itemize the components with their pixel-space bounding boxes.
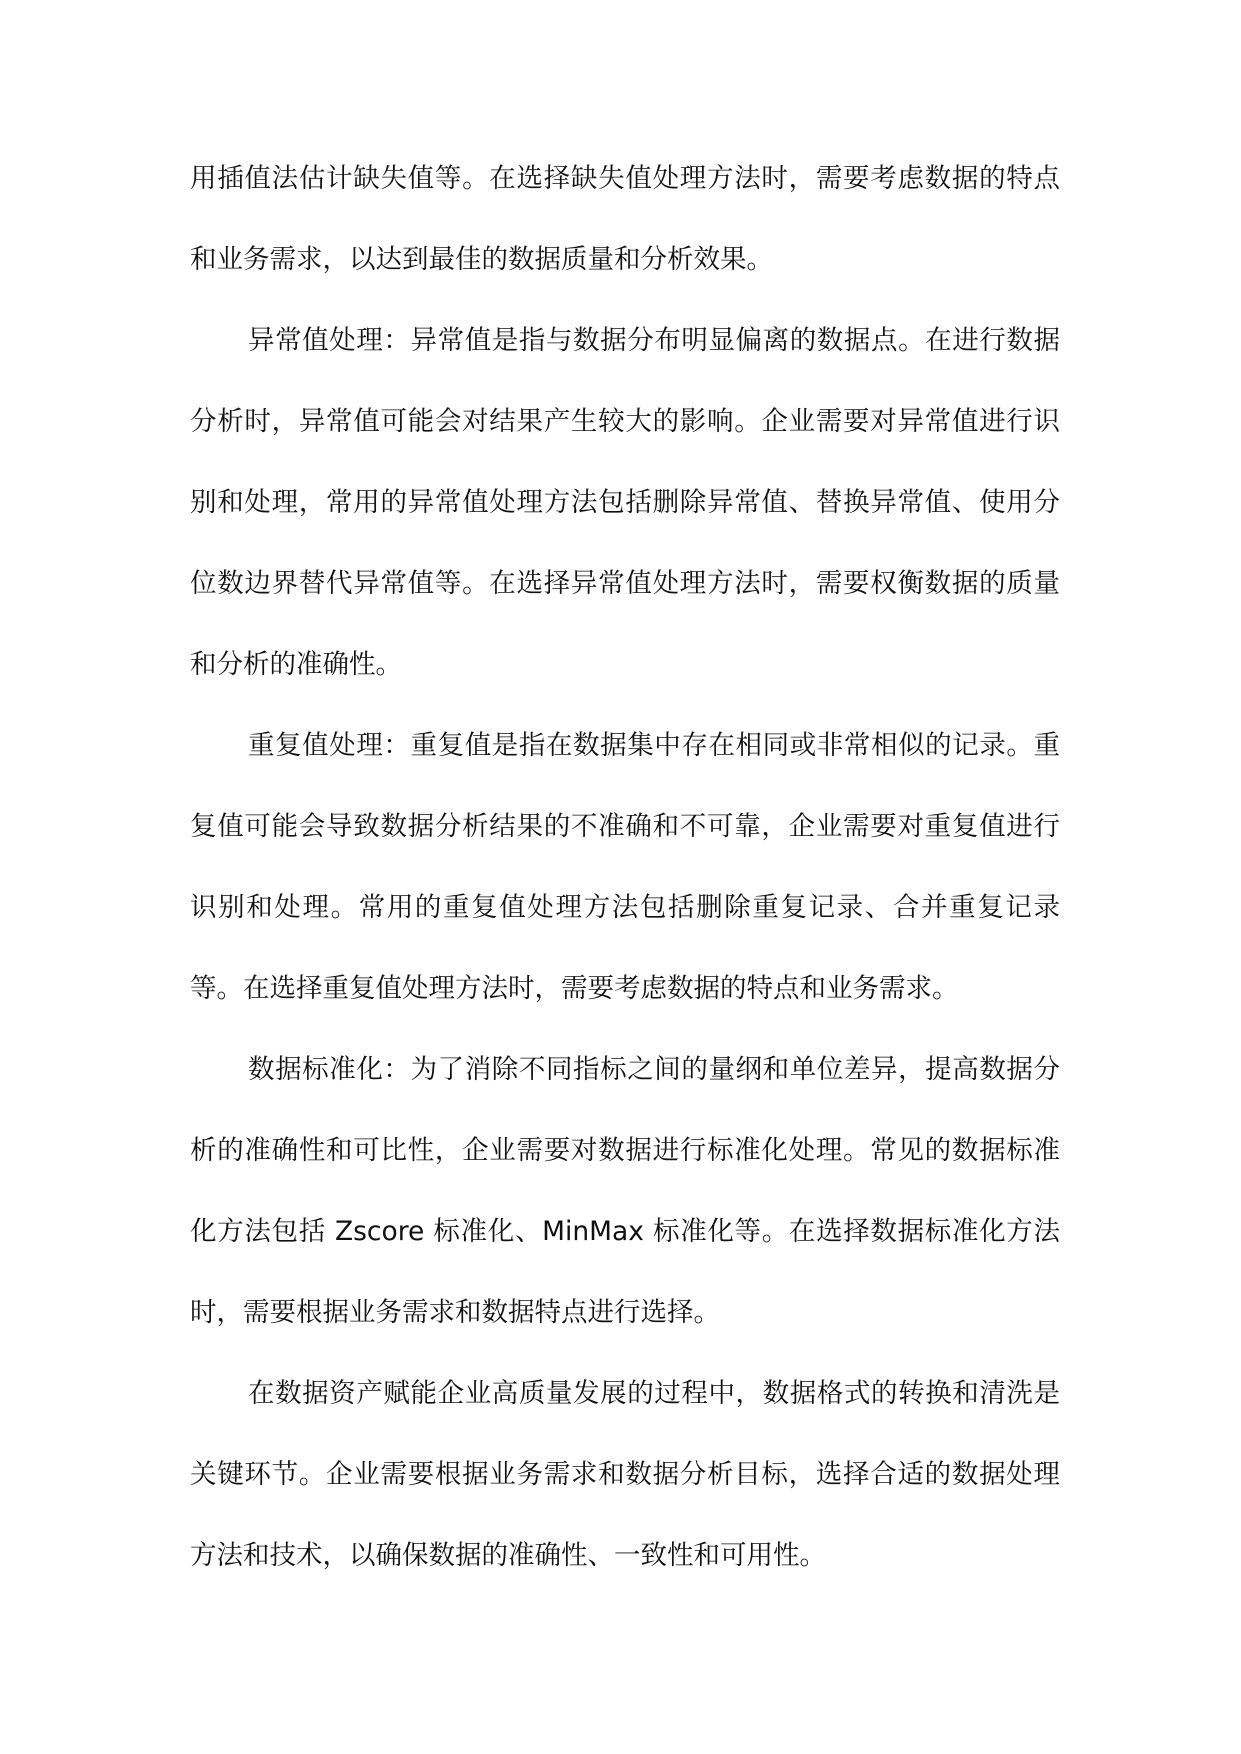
paragraph-data-standardization: 数据标准化：为了消除不同指标之间的量纲和单位差异，提高数据分析的准确性和可比性，企业需要对数据进行标准化处理。常见的数据标准化方法包括 Zscore 标准化、MinMax 标准化等。在选择数据标准化方法时，需要根据业务需求和数据特点进行选择。 [190,1054,1060,1328]
paragraph-conclusion: 在数据资产赋能企业高质量发展的过程中，数据格式的转换和清洗是关键环节。企业需要根据业务需求和数据分析目标，选择合适的数据处理方法和技术，以确保数据的准确性、一致性和可用性。 [190,1378,1060,1571]
paragraph-duplicate-handling: 重复值处理：重复值是指在数据集中存在相同或非常相似的记录。重复值可能会导致数据分析结果的不准确和不可靠，企业需要对重复值进行识别和处理。常用的重复值处理方法包括删除重复记录、合并重复记录等。在选择重复值处理方法时，需要考虑数据的特点和业务需求。 [190,730,1060,1004]
body-text [190,138,1060,1596]
paragraph-outlier-handling: 异常值处理：异常值是指与数据分布明显偏离的数据点。在进行数据分析时，异常值可能会对结果产生较大的影响。企业需要对异常值进行识别和处理，常用的异常值处理方法包括删除异常值、替换异常值、使用分位数边界替代异常值等。在选择异常值处理方法时，需要权衡数据的质量和分析的准确性。 [190,325,1060,680]
paragraph-continuation: 用插值法估计缺失值等。在选择缺失值处理方法时，需要考虑数据的特点和业务需求，以达到最佳的数据质量和分析效果。 [190,163,1060,275]
